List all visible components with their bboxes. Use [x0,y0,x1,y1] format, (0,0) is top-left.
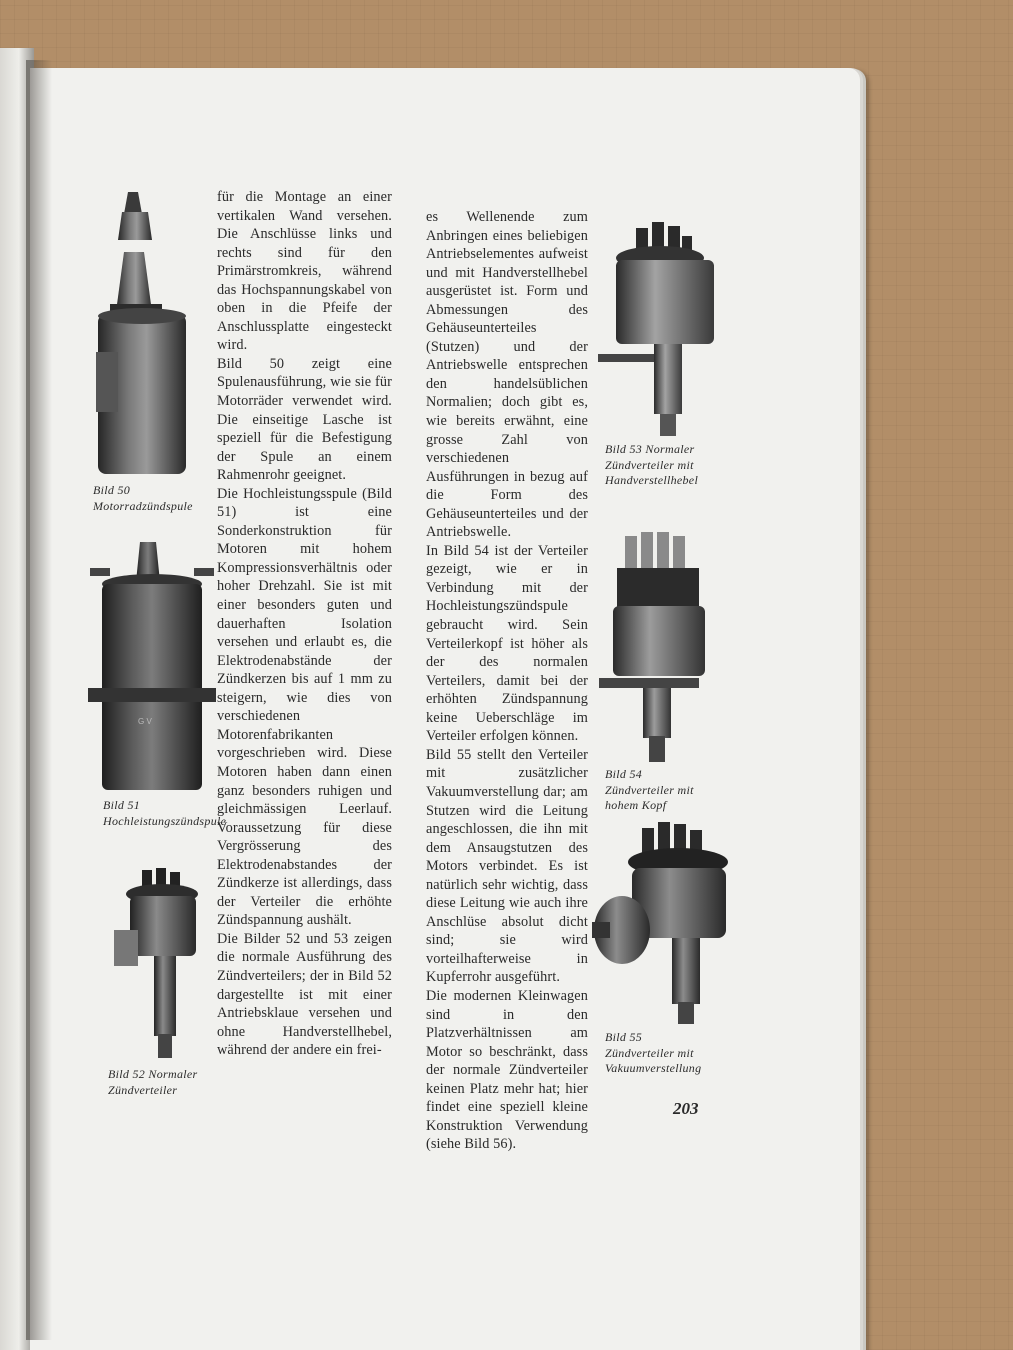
paragraph: es Wellenende zum Anbringen eines beliebigen Antriebselementes aufweist und mit Handverstellhebel ausgerüstet ist. Form und Abmessungen des Gehäuseunterteiles (Stutzen) und der Antriebswelle entsprechen den handelsüblichen Normalien; doch gibt es, wie bereits erwähnt, eine grosse Zahl von verschiedenen Ausführungen in bezug auf die Form des Gehäuseunterteiles und der Antriebswelle. [426,209,588,541]
text-column-1 [217,188,392,1060]
paragraph: Die Hochleistungsspule (Bild 51) ist eine Sonderkonstruktion für Motoren mit hohem Kompressionsverhältnis oder hoher Drehzahl. Sie ist mit einer besonders guten und dauerhaften Isolation versehen und erlaubt es, die Elektrodenabstände der Zündkerzen bis auf 1 mm zu steigern, wie dies von verschiedenen Motorenfabrikanten vorgeschrieben wird. Diese Motoren haben dann einen ganz besonders ruhigen und gleichmässigen Leerlauf. Voraussetzung für diese Vergrösserung des Elektrodenabstandes der Zündkerze ist allerdings, dass der Verteiler die erhöhte Zündspannung aushält. [217,485,392,929]
ignition-coil-image [88,182,200,482]
figure-caption-54: Bild 54 Zündverteiler mit hohem Kopf [605,767,694,812]
figure-caption-55: Bild 55 Zündverteiler mit Vakuumverstellung [605,1030,702,1075]
paragraph: Bild 55 stellt den Verteiler mit zusätzlicher Vakuumverstellung dar; am Stutzen wird die Leitung angeschlossen, die ihn mit dem Ansaugstutzen des Motors verbindet. Es ist natürlich sehr wichtig, dass diese Leitung wie auch ihre Anschlüse absolut dicht sind; sie wird vorteilhafterweise in Kupferrohr ausgeführt. [426,746,588,986]
distributor-image-52 [108,866,212,1064]
page-number: 203 [673,1099,699,1118]
paragraph: Die modernen Kleinwagen sind in den Platzverhältnissen am Motor so beschränkt, dass der normale Zündverteiler keinen Platz mehr hat; hier findet eine speziell kleine Konstruktion Verwendung (siehe Bild 56). [426,987,588,1153]
figure-caption-53: Bild 53 Normaler Zündverteiler mit Handverstellhebel [605,442,699,487]
figure-caption-51: Bild 51 Hochleistungszündspule [103,798,227,828]
paragraph: In Bild 54 ist der Verteiler gezeigt, wie er in Verbindung mit der Hochleistungszündspule gebraucht wird. Sein Verteilerkopf ist höher als der des normalen Verteilers, damit bei der erhöhten Zündspannung keine Ueberschläge im Verteiler erfolgen können. [426,542,588,745]
paragraph: Die Bilder 52 und 53 zeigen die normale Ausführung des Zündverteilers; der in Bild 52 dargestellte ist mit einer Antriebsklaue versehen und ohne Handverstellhebel, während der andere ein frei- [217,930,392,1059]
distributor-image-53 [596,218,720,440]
high-performance-coil-image [86,538,218,796]
paragraph: für die Montage an einer vertikalen Wand versehen. Die Anschlüsse links und rechts sind für den Primärstromkreis, während das Hochspannungskabel von oben in die Pfeife der Anschlussplatte eingesteckt wird. [217,189,392,354]
figure-caption-52: Bild 52 Normaler Zündverteiler [108,1067,198,1097]
paragraph: Bild 50 zeigt eine Spulenausführung, wie sie für Motorräder verwendet wird. Die einseitige Lasche ist speziell für die Befestigung der Spule an einem Rahmenrohr geeignet. [217,355,392,484]
spine-shadow [26,60,52,1340]
distributor-image-54 [595,528,713,766]
figure-caption-50: Bild 50 Motorradzündspule [93,483,193,513]
text-column-2 [426,208,588,1154]
distributor-image-55 [588,818,740,1028]
coil-label-text: G V [138,717,152,726]
